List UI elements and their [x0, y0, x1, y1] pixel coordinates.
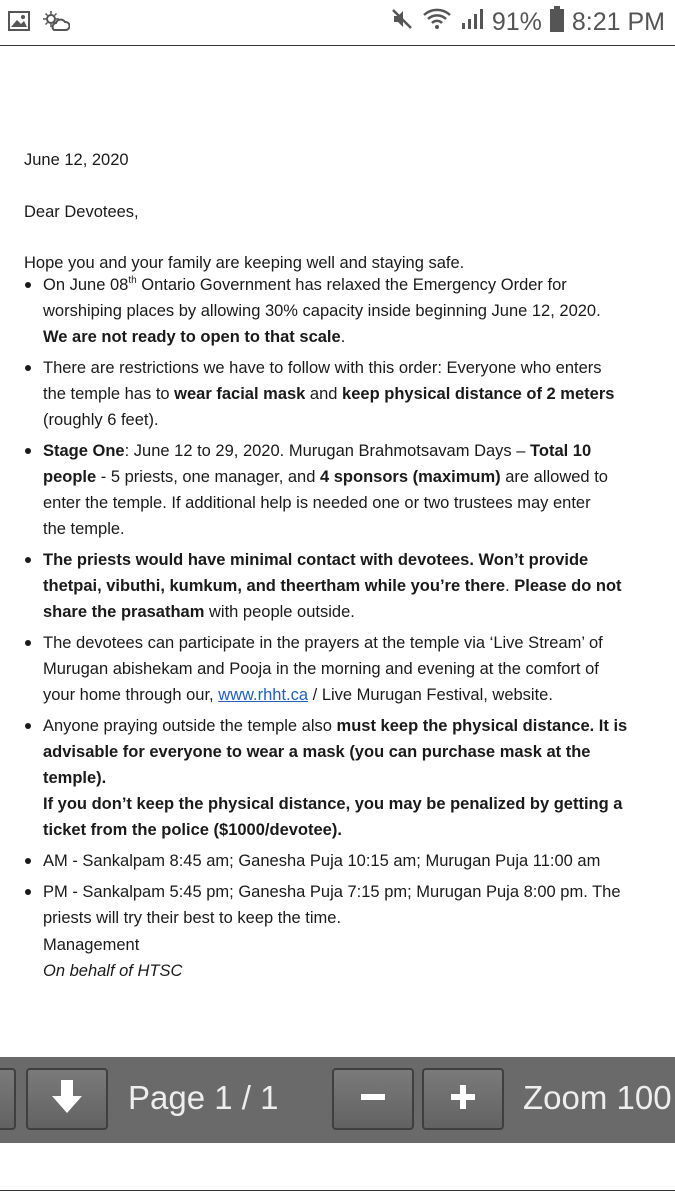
- mute-icon: [390, 7, 414, 38]
- plus-icon: [448, 1082, 478, 1117]
- status-bar: [0, 0, 675, 45]
- signoff-name: Management: [43, 936, 140, 954]
- website-link[interactable]: www.rhht.ca: [218, 686, 309, 704]
- image-icon: [8, 11, 30, 36]
- page-indicator: Page 1 / 1: [128, 1079, 279, 1116]
- signoff-org: On behalf of HTSC: [43, 962, 183, 980]
- letter-date: June 12, 2020: [24, 151, 129, 169]
- list-item: AM - Sankalpam 8:45 am; Ganesha Puja 10:15 am; Murugan Puja 11:00 am: [0, 848, 675, 874]
- download-button[interactable]: [26, 1068, 108, 1130]
- clock: 8:21 PM: [571, 8, 665, 36]
- wifi-icon: [422, 7, 452, 38]
- zoom-indicator: Zoom 100: [523, 1079, 672, 1116]
- letter-salutation: Dear Devotees,: [24, 203, 139, 221]
- zoom-in-button[interactable]: [422, 1068, 504, 1130]
- bottom-divider: [0, 1190, 675, 1191]
- bullet-list: [0, 272, 675, 936]
- battery-percent: 91%: [491, 8, 542, 36]
- list-item: The priests would have minimal contact with devotees. Won’t provide thetpai, vibuthi, kumkum, and theertham while you’re there. Please do not share the prasatham with people outside.: [0, 547, 675, 625]
- signoff: [43, 932, 182, 984]
- viewer-toolbar: [0, 1057, 675, 1143]
- battery-icon: [550, 6, 564, 39]
- list-item: Stage One: June 12 to 29, 2020. Murugan Brahmotsavam Days – Total 10 people - 5 priests, one manager, and 4 sponsors (maximum) are allowed to enter the temple. If additional help is needed one or two trustees may enter the temple.: [0, 438, 675, 542]
- list-item: Anyone praying outside the temple also must keep the physical distance. It is advisable for everyone to wear a mask (you can purchase mask at the temple). If you don’t keep the physical distance, you may be penalized by getting a ticket from the police ($1000/devotee).: [0, 713, 675, 843]
- letter-intro: Hope you and your family are keeping well and staying safe.: [24, 254, 465, 272]
- document-page: [0, 46, 675, 1056]
- previous-button[interactable]: [0, 1068, 16, 1130]
- signal-icon: [460, 7, 484, 38]
- weather-icon: [42, 10, 70, 37]
- download-icon: [47, 1077, 87, 1122]
- list-item: The devotees can participate in the prayers at the temple via ‘Live Stream’ of Murugan abishekam and Pooja in the morning and evening at the comfort of your home through our, www.rhht.ca / Live Murugan Festival, website.: [0, 630, 675, 708]
- zoom-out-button[interactable]: [332, 1068, 414, 1130]
- list-item: PM - Sankalpam 5:45 pm; Ganesha Puja 7:15 pm; Murugan Puja 8:00 pm. The priests will try their best to keep the time.: [0, 879, 675, 931]
- minus-icon: [358, 1082, 388, 1117]
- list-item: There are restrictions we have to follow with this order: Everyone who enters the temple has to wear facial mask and keep physical distance of 2 meters (roughly 6 feet).: [0, 355, 675, 433]
- list-item: On June 08th Ontario Government has relaxed the Emergency Order for worshiping places by allowing 30% capacity inside beginning June 12, 2020. We are not ready to open to that scale.: [0, 272, 675, 350]
